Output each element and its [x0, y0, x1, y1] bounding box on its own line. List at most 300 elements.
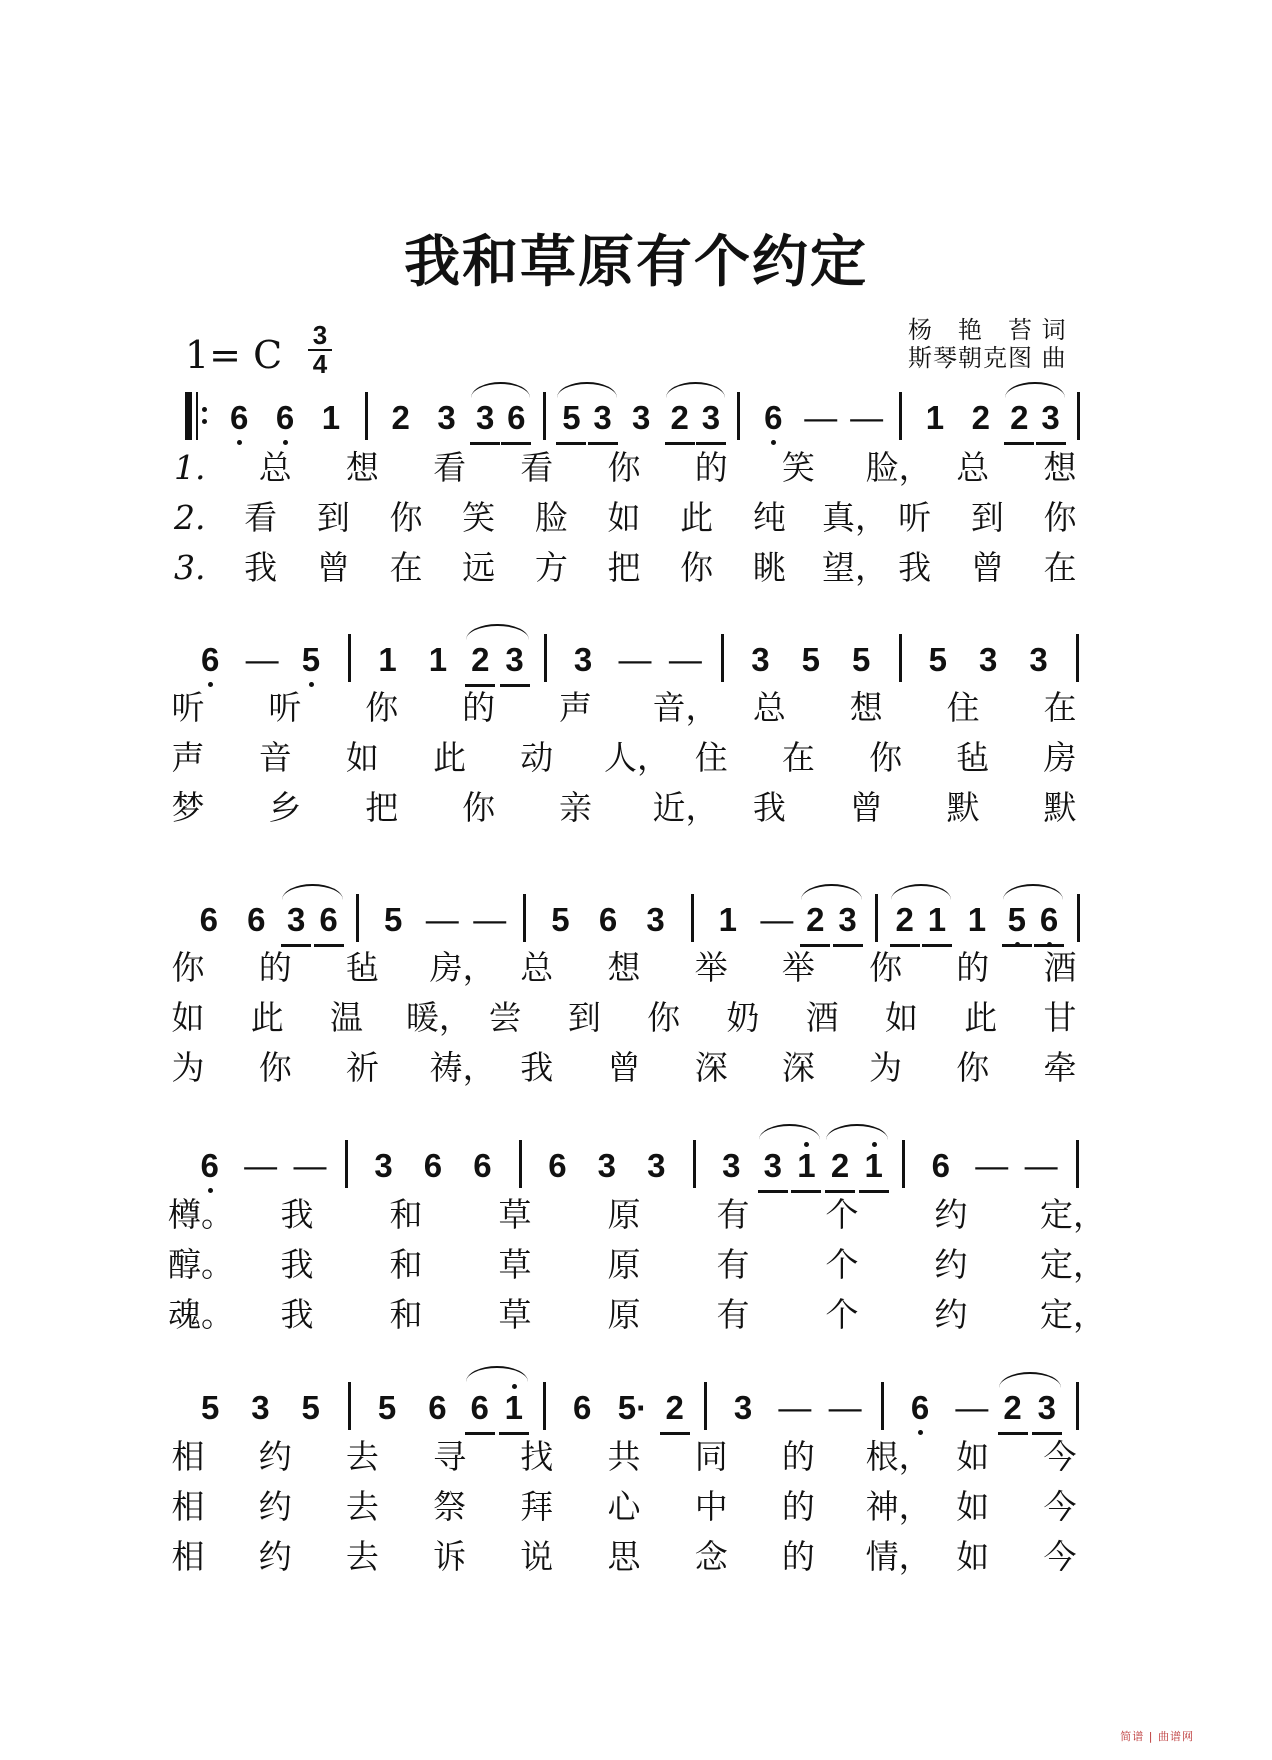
low-octave-dot: [208, 1188, 213, 1193]
note: 5: [801, 641, 820, 678]
lyric-syllable: 你: [647, 998, 681, 1037]
barline: [899, 392, 902, 440]
low-octave-dot: [1015, 942, 1020, 947]
lyric-syllable: 我: [280, 1195, 314, 1234]
lyric-syllable: 此: [433, 738, 467, 777]
lyric-syllable: 个: [825, 1195, 859, 1234]
lyric-syllable: 2.: [174, 498, 206, 537]
note: 3: [1036, 398, 1066, 438]
lyric-syllable: 看: [433, 448, 467, 487]
note: 5: [384, 901, 403, 938]
note: 1: [718, 901, 737, 938]
note: 5: [200, 1389, 220, 1426]
barline: [519, 1140, 522, 1188]
lyric-syllable: 声: [559, 688, 593, 727]
note: 3: [733, 1389, 753, 1426]
lyric-syllable: 个: [825, 1295, 859, 1334]
note: 6: [224, 398, 254, 438]
lyric-syllable: 有: [716, 1195, 750, 1234]
lyric-syllable: 曾: [970, 548, 1004, 587]
lyric-syllable: 此: [964, 998, 998, 1037]
lyric-syllable: 把: [607, 548, 641, 587]
note: 6: [573, 1389, 592, 1426]
low-octave-dot: [208, 682, 213, 687]
note: 2: [971, 399, 990, 436]
barline: [881, 1382, 884, 1430]
lyric-syllable: 亲: [559, 788, 593, 827]
lyric-syllable: 找: [520, 1437, 554, 1476]
lyric-syllable: 相: [171, 1537, 205, 1576]
lyric-syllable: 樽。: [168, 1195, 234, 1234]
note: 6: [465, 1388, 495, 1428]
note: 2: [660, 1388, 690, 1428]
lyric-syllable: 去: [345, 1487, 379, 1526]
lyric-syllable: 今: [1043, 1537, 1077, 1576]
note: 6: [758, 398, 788, 438]
lyric-syllable: 3.: [174, 548, 206, 587]
lyric-syllable: 到: [567, 998, 601, 1037]
lyric-syllable: 方: [534, 548, 568, 587]
lyric-syllable: 的: [694, 448, 728, 487]
slur: [759, 1124, 821, 1140]
lyric-syllable: 奶: [726, 998, 760, 1037]
note: 6: [199, 901, 218, 938]
lyric-syllable: 毡: [956, 738, 990, 777]
slur: [282, 884, 342, 900]
barline: [348, 1382, 351, 1430]
sustain-dash: —: [245, 641, 279, 678]
lyric-syllable: 深: [694, 1048, 728, 1087]
lyric-syllable: 为: [869, 1048, 903, 1087]
slur: [999, 1372, 1061, 1388]
sustain-dash: —: [778, 1389, 812, 1426]
note: 6: [428, 1389, 447, 1426]
song-title: 我和草原有个约定: [404, 229, 868, 295]
note: 2: [1004, 398, 1034, 438]
lyric-syllable: 寻: [433, 1437, 467, 1476]
lyric-syllable: 默: [1043, 788, 1077, 827]
lyric-syllable: 如: [607, 498, 641, 537]
note: 1: [925, 399, 945, 436]
lyric-syllable: 在: [389, 548, 423, 587]
lyric-syllable: 的: [462, 688, 496, 727]
lyric-syllable: 纯: [752, 498, 786, 537]
low-octave-dot: [237, 440, 242, 445]
lyric-syllable: 曾: [316, 548, 350, 587]
sustain-dash: —: [760, 901, 794, 938]
lyric-syllable: 把: [365, 788, 399, 827]
note: 3: [500, 640, 530, 680]
note: 6: [905, 1388, 935, 1428]
slur: [826, 1124, 888, 1140]
note: 5: [1002, 900, 1032, 940]
lyric-syllable: 你: [365, 688, 399, 727]
note: 2: [890, 900, 920, 940]
lyric-syllable: 梦: [171, 788, 205, 827]
note: 6: [195, 640, 225, 680]
low-octave-dot: [283, 440, 288, 445]
barline: [523, 894, 526, 942]
note: 1: [791, 1146, 821, 1186]
lyric-syllable: 想: [607, 948, 641, 987]
lyric-syllable: 有: [716, 1295, 750, 1334]
lyric-syllable: 想: [1043, 448, 1077, 487]
low-octave-dot: [309, 682, 314, 687]
lyric-syllable: 你: [869, 948, 903, 987]
barline: [1077, 392, 1080, 440]
barline: [345, 1140, 348, 1188]
lyric-syllable: 举: [781, 948, 815, 987]
slur: [557, 382, 616, 398]
lyric-syllable: 你: [258, 1048, 292, 1087]
sustain-dash: —: [975, 1147, 1009, 1184]
lyric-syllable: 去: [345, 1537, 379, 1576]
lyric-syllable: 总: [258, 448, 292, 487]
lyric-syllable: 神，: [865, 1487, 932, 1526]
lyric-syllable: 约: [934, 1195, 968, 1234]
key-signature: 1= C: [185, 333, 283, 377]
note: 3: [646, 901, 665, 938]
low-octave-dot: [771, 440, 776, 445]
lyric-syllable: 乡: [268, 788, 302, 827]
lyric-syllable: 望，: [822, 548, 888, 587]
note: 6: [247, 901, 266, 938]
slur: [1005, 382, 1064, 398]
lyric-syllable: 甘: [1043, 998, 1077, 1037]
lyric-syllable: 约: [258, 1437, 292, 1476]
lyric-syllable: 的: [781, 1487, 815, 1526]
low-octave-dot: [1047, 942, 1052, 947]
lyric-syllable: 说: [520, 1537, 554, 1576]
note: 5: [556, 398, 586, 438]
lyric-syllable: 共: [607, 1437, 641, 1476]
lyric-syllable: 毡: [345, 948, 379, 987]
lyric-syllable: 到: [970, 498, 1004, 537]
barline: [721, 634, 724, 682]
note: 3: [597, 1147, 617, 1184]
lyric-syllable: 和: [389, 1195, 423, 1234]
lyric-syllable: 的: [956, 948, 990, 987]
lyric-syllable: 和: [389, 1245, 423, 1284]
note: 1: [499, 1388, 529, 1428]
lyric-syllable: 个: [825, 1245, 859, 1284]
lyric-syllable: 我: [520, 1048, 554, 1087]
note: 3: [751, 641, 770, 678]
lyric-syllable: 你: [389, 498, 423, 537]
lyric-syllable: 相: [171, 1437, 205, 1476]
lyric-syllable: 定，: [1040, 1195, 1106, 1234]
lyric-syllable: 拜: [520, 1487, 554, 1526]
note: 3: [374, 1147, 393, 1184]
note: 3: [696, 398, 726, 438]
lyric-syllable: 总: [956, 448, 990, 487]
lyric-syllable: 为: [171, 1048, 205, 1087]
sustain-dash: —: [473, 901, 507, 938]
time-signature: [308, 322, 332, 378]
slur: [466, 1366, 528, 1382]
lyric-syllable: 魂。: [168, 1295, 234, 1334]
slur: [891, 884, 951, 900]
lyric-syllable: 近，: [652, 788, 719, 827]
lyric-syllable: 思: [607, 1537, 641, 1576]
lyric-syllable: 祷，: [429, 1048, 496, 1087]
slur: [801, 884, 861, 900]
note: 5: [301, 1389, 320, 1426]
lyric-syllable: 如: [884, 998, 918, 1037]
lyric-syllable: 念: [694, 1537, 728, 1576]
lyric-syllable: 酒: [805, 998, 839, 1037]
barline: [899, 634, 902, 682]
sustain-dash: —: [955, 1389, 989, 1426]
lyric-syllable: 听: [171, 688, 205, 727]
slur: [1003, 884, 1063, 900]
lyric-syllable: 1.: [174, 448, 206, 487]
lyric-syllable: 在: [1043, 548, 1077, 587]
lyric-syllable: 原: [607, 1245, 641, 1284]
barline: [704, 1382, 707, 1430]
sustain-dash: —: [828, 1389, 862, 1426]
sustain-dash: —: [804, 399, 838, 436]
note: 3: [470, 398, 500, 438]
lyric-syllable: 同: [694, 1437, 728, 1476]
time-signature-top: 3: [312, 320, 328, 350]
note: 3: [1029, 641, 1048, 678]
note: 6: [501, 398, 531, 438]
note: 5: [551, 901, 570, 938]
slur: [666, 382, 725, 398]
lyric-syllable: 今: [1043, 1487, 1077, 1526]
repeat-start-sign: [185, 392, 215, 440]
lyric-syllable: 你: [171, 948, 205, 987]
note: 5·: [617, 1389, 648, 1426]
lyric-syllable: 根，: [865, 1437, 932, 1476]
lyric-syllable: 曾: [607, 1048, 641, 1087]
note: 5: [928, 641, 947, 678]
high-octave-dot: [804, 1142, 809, 1147]
lyric-syllable: 牵: [1043, 1048, 1077, 1087]
lyric-syllable: 音: [258, 738, 292, 777]
lyric-syllable: 人，: [604, 738, 670, 777]
lyric-syllable: 祭: [433, 1487, 467, 1526]
lyric-syllable: 总: [752, 688, 786, 727]
lyric-syllable: 草: [498, 1195, 532, 1234]
lyric-syllable: 相: [171, 1487, 205, 1526]
note: 6: [270, 398, 300, 438]
note: 2: [825, 1146, 855, 1186]
lyric-syllable: 定，: [1040, 1295, 1106, 1334]
note: 2: [665, 398, 695, 438]
note: 3: [437, 399, 456, 436]
lyric-syllable: 此: [680, 498, 714, 537]
lyric-syllable: 远: [462, 548, 496, 587]
lyric-syllable: 如: [171, 998, 205, 1037]
composer-credit: 斯琴朝克图 曲: [908, 344, 1067, 372]
barline: [543, 1382, 546, 1430]
lyric-syllable: 去: [345, 1437, 379, 1476]
time-signature-bottom: 4: [308, 349, 332, 378]
lyric-syllable: 此: [250, 998, 284, 1037]
footer-watermark: 简谱 | 曲谱网: [1120, 1730, 1194, 1743]
note: 3: [722, 1147, 741, 1184]
sustain-dash: —: [293, 1147, 327, 1184]
note: 6: [314, 900, 344, 940]
lyric-syllable: 总: [520, 948, 554, 987]
lyric-syllable: 眺: [752, 548, 786, 587]
note: 6: [931, 1147, 950, 1184]
lyric-syllable: 尝: [488, 998, 522, 1037]
lyric-syllable: 想: [849, 688, 883, 727]
barline: [544, 634, 547, 682]
sustain-dash: —: [425, 901, 459, 938]
note: 6: [1034, 900, 1064, 940]
lyric-syllable: 诉: [433, 1537, 467, 1576]
barline: [737, 392, 740, 440]
lyric-syllable: 默: [946, 788, 980, 827]
lyric-syllable: 看: [244, 498, 278, 537]
barline: [1076, 1140, 1079, 1188]
note: 6: [548, 1147, 567, 1184]
lyric-syllable: 我: [280, 1245, 314, 1284]
lyric-syllable: 声: [171, 738, 205, 777]
lyric-syllable: 看: [520, 448, 554, 487]
lyric-syllable: 笑: [781, 448, 815, 487]
lyric-syllable: 草: [498, 1245, 532, 1284]
lyric-syllable: 想: [345, 448, 379, 487]
sustain-dash: —: [668, 641, 702, 678]
lyric-syllable: 听: [268, 688, 302, 727]
barline: [1076, 1382, 1079, 1430]
lyric-syllable: 的: [258, 948, 292, 987]
lyric-syllable: 住: [946, 688, 980, 727]
note: 2: [998, 1388, 1028, 1428]
note: 1: [859, 1146, 889, 1186]
barline: [1077, 894, 1080, 942]
lyric-syllable: 举: [694, 948, 728, 987]
lyric-syllable: 脸，: [865, 448, 932, 487]
note: 3: [251, 1389, 270, 1426]
lyric-syllable: 如: [956, 1537, 990, 1576]
lyric-syllable: 情，: [865, 1537, 932, 1576]
note: 1: [967, 901, 987, 938]
lyric-syllable: 如: [956, 1487, 990, 1526]
note: 1: [321, 399, 341, 436]
lyric-syllable: 在: [781, 738, 815, 777]
lyric-syllable: 约: [258, 1537, 292, 1576]
barline: [356, 894, 359, 942]
lyric-syllable: 笑: [462, 498, 496, 537]
note: 1: [428, 641, 448, 678]
sustain-dash: —: [1024, 1147, 1058, 1184]
lyric-syllable: 音，: [652, 688, 719, 727]
note: 6: [598, 901, 618, 938]
lyric-syllable: 你: [680, 548, 714, 587]
lyric-syllable: 祈: [345, 1048, 379, 1087]
lyric-syllable: 今: [1043, 1437, 1077, 1476]
note: 3: [631, 399, 651, 436]
note: 3: [758, 1146, 788, 1186]
lyric-syllable: 草: [498, 1295, 532, 1334]
lyric-syllable: 的: [781, 1537, 815, 1576]
lyric-syllable: 如: [345, 738, 379, 777]
lyric-syllable: 原: [607, 1195, 641, 1234]
sustain-dash: —: [244, 1147, 278, 1184]
lyric-syllable: 约: [258, 1487, 292, 1526]
note: 3: [1032, 1388, 1062, 1428]
lyric-syllable: 你: [956, 1048, 990, 1087]
high-octave-dot: [872, 1142, 877, 1147]
high-octave-dot: [512, 1384, 517, 1389]
barline: [691, 894, 694, 942]
lyric-syllable: 我: [752, 788, 786, 827]
barline: [1076, 634, 1079, 682]
lyric-syllable: 定，: [1040, 1245, 1106, 1284]
slur: [471, 382, 530, 398]
note: 3: [833, 900, 863, 940]
note: 2: [391, 399, 410, 436]
lyric-syllable: 的: [781, 1437, 815, 1476]
note: 5: [377, 1389, 397, 1426]
lyric-syllable: 温: [330, 998, 364, 1037]
lyric-syllable: 你: [1043, 498, 1077, 537]
credits: [908, 316, 1067, 372]
lyric-syllable: 住: [694, 738, 728, 777]
lyric-syllable: 动: [520, 738, 554, 777]
note: 3: [588, 398, 618, 438]
lyric-syllable: 心: [607, 1487, 641, 1526]
barline: [543, 392, 546, 440]
note: 6: [423, 1147, 443, 1184]
lyric-syllable: 如: [956, 1437, 990, 1476]
lyric-syllable: 酒: [1043, 948, 1077, 987]
lyric-syllable: 听: [898, 498, 932, 537]
lyric-syllable: 中: [694, 1487, 728, 1526]
lyric-syllable: 约: [934, 1295, 968, 1334]
lyric-syllable: 房: [1043, 738, 1077, 777]
note: 5: [852, 641, 871, 678]
barline: [875, 894, 878, 942]
note: 3: [573, 641, 593, 678]
lyric-syllable: 你: [607, 448, 641, 487]
note: 3: [647, 1147, 666, 1184]
note: 1: [378, 641, 397, 678]
lyric-syllable: 原: [607, 1295, 641, 1334]
note: 2: [465, 640, 495, 680]
note: 5: [296, 640, 326, 680]
sustain-dash: —: [850, 399, 884, 436]
lyric-syllable: 真，: [822, 498, 888, 537]
lyric-syllable: 我: [244, 548, 278, 587]
lyric-syllable: 你: [869, 738, 903, 777]
lyric-syllable: 到: [316, 498, 350, 537]
note: 2: [800, 900, 830, 940]
lyric-syllable: 我: [898, 548, 932, 587]
lyric-syllable: 在: [1043, 688, 1077, 727]
barline: [693, 1140, 696, 1188]
slur: [466, 624, 528, 640]
lyric-syllable: 醇。: [168, 1245, 234, 1284]
barline: [902, 1140, 905, 1188]
lyric-syllable: 房，: [429, 948, 496, 987]
note: 1: [922, 900, 952, 940]
note: 3: [979, 641, 998, 678]
barline: [365, 392, 368, 440]
note: 3: [281, 900, 311, 940]
lyric-syllable: 深: [781, 1048, 815, 1087]
lyric-syllable: 有: [716, 1245, 750, 1284]
lyric-syllable: 和: [389, 1295, 423, 1334]
note: 6: [195, 1146, 225, 1186]
lyric-syllable: 曾: [849, 788, 883, 827]
